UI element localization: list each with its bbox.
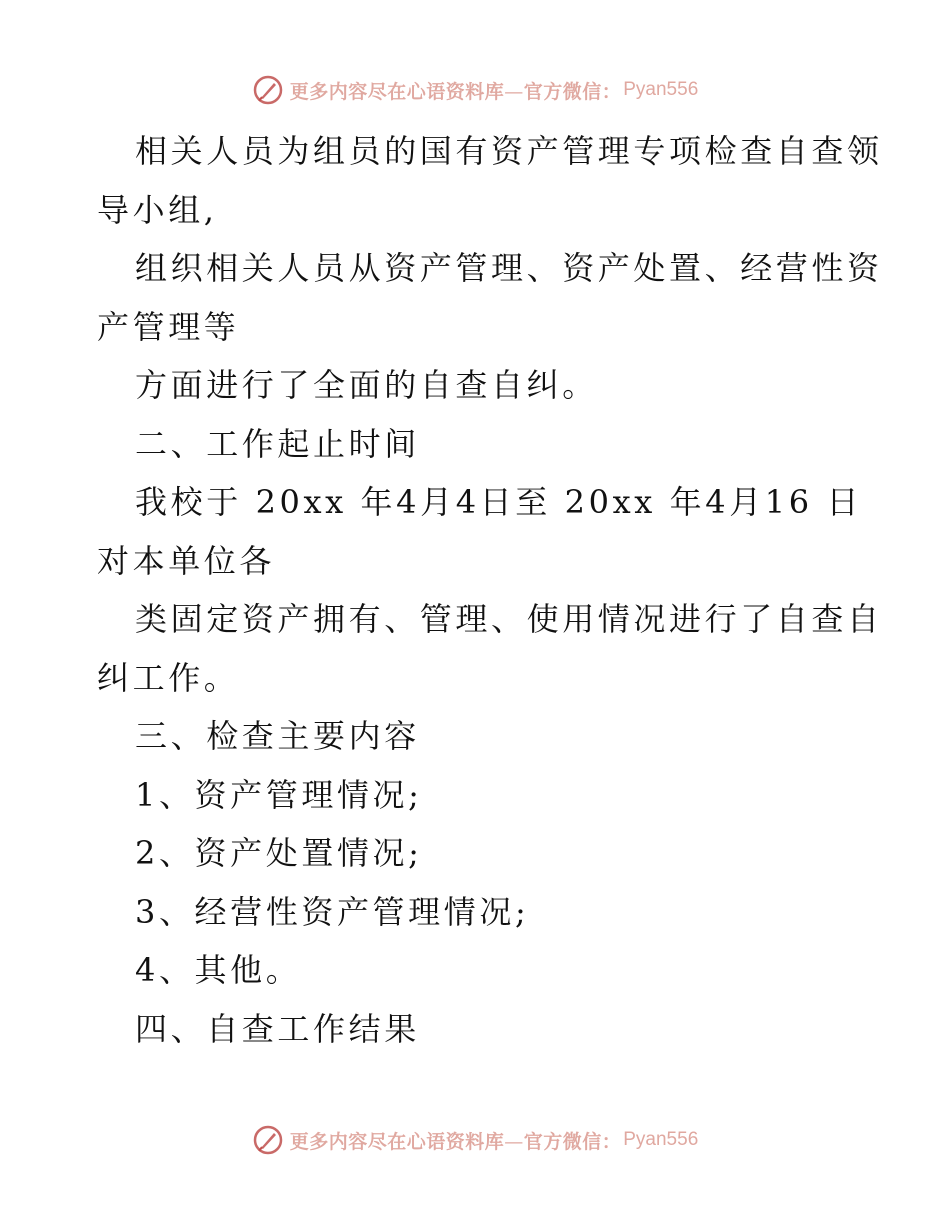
- watermark-wechat-id: Pyan556: [623, 1129, 699, 1150]
- section-heading: 二、工作起止时间: [135, 424, 420, 463]
- section-heading: 三、检查主要内容: [135, 717, 420, 755]
- paragraph-line: 我校于 20xx 年4月4日至 20xx 年4月16 日: [135, 483, 863, 521]
- paragraph-line: 导小组,: [97, 190, 218, 229]
- footer-watermark: [0, 1120, 950, 1160]
- document-body: [97, 122, 883, 1058]
- paragraph-line: 相关人员为组员的国有资产管理专项检查自查领: [135, 132, 883, 170]
- watermark-wechat-id: Pyan556: [623, 79, 699, 100]
- list-item: 3、经营性资产管理情况;: [135, 892, 530, 931]
- list-item: 4、其他。: [135, 951, 302, 989]
- paragraph-line: 方面进行了全面的自查自纠。: [135, 366, 598, 404]
- header-watermark: [0, 70, 950, 110]
- paragraph-line: 产管理等: [97, 307, 240, 346]
- paragraph-line: 纠工作。: [97, 658, 240, 697]
- paragraph-line: 类固定资产拥有、管理、使用情况进行了自查自: [135, 600, 883, 638]
- quill-logo-icon: [252, 1124, 284, 1156]
- paragraph-line: 组织相关人员从资产管理、资产处置、经营性资: [135, 249, 883, 287]
- section-heading: 四、自查工作结果: [135, 1009, 420, 1048]
- list-item: 2、资产处置情况;: [135, 834, 423, 872]
- watermark-text: 更多内容尽在心语资料库—官方微信：: [289, 80, 622, 103]
- watermark-text: 更多内容尽在心语资料库—官方微信：: [289, 1130, 622, 1153]
- quill-logo-icon: [252, 74, 284, 106]
- list-item: 1、资产管理情况;: [135, 775, 423, 814]
- paragraph-line: 对本单位各: [97, 541, 276, 580]
